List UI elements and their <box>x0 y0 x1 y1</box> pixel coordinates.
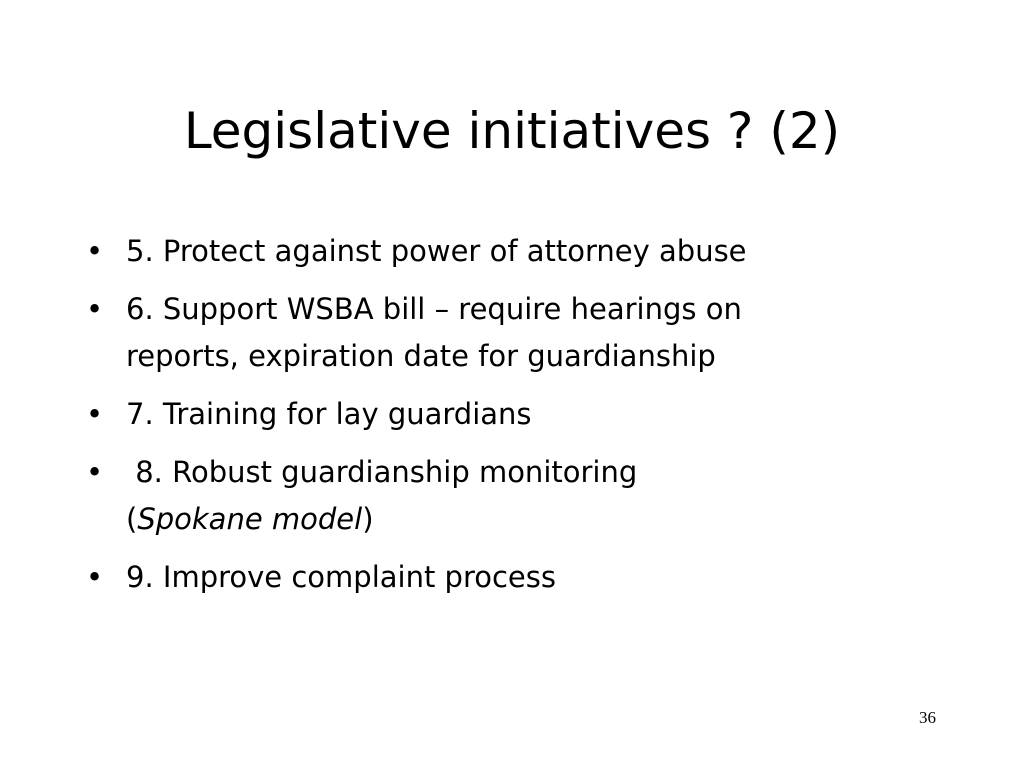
bullet-text: 6. Support WSBA bill – require hearings on <box>126 292 742 326</box>
bullet-text: 7. Training for lay guardians <box>126 397 532 431</box>
bullet-list <box>86 228 946 612</box>
bullet-text: 8. Robust guardianship monitoring <box>126 455 638 489</box>
bullet-text: 5. Protect against power of attorney abuse <box>126 234 747 268</box>
bullet-marker: • <box>86 292 104 326</box>
slide-title: Legislative initiatives ? (2) <box>183 102 841 160</box>
bullet-marker: • <box>86 455 104 489</box>
bullet-item-5 <box>86 554 946 601</box>
bullet-text-continued: reports, expiration date for guardianship <box>126 339 716 373</box>
paren-open: ( <box>126 502 138 536</box>
bullet-text: 9. Improve complaint process <box>126 560 556 594</box>
paren-close: ) <box>362 502 374 536</box>
spokane-model-text: Spokane model <box>137 502 363 536</box>
bullet-item-2 <box>86 286 946 380</box>
bullet-marker: • <box>86 234 104 268</box>
page-number: 36 <box>919 708 936 727</box>
bullet-marker: • <box>86 397 104 431</box>
bullet-item-3 <box>86 391 946 438</box>
bullet-item-1 <box>86 228 946 275</box>
bullet-item-4 <box>86 449 946 543</box>
bullet-marker: • <box>86 560 104 594</box>
